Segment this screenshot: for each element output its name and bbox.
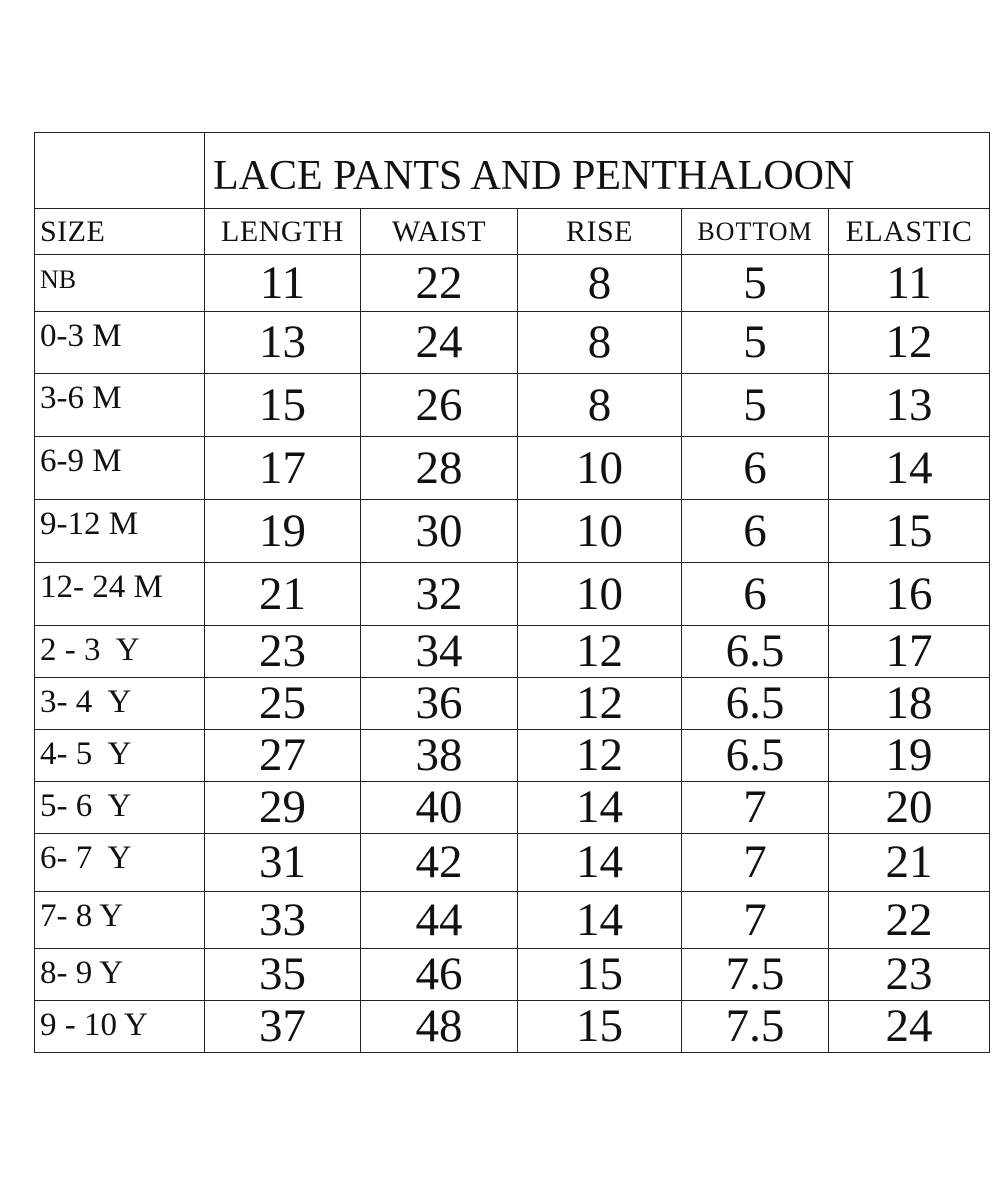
size-cell: 6-9 M — [35, 437, 205, 500]
size-cell: 3-6 M — [35, 374, 205, 437]
header-size: SIZE — [35, 209, 205, 255]
elastic-value: 20 — [829, 782, 990, 834]
waist-value: 42 — [361, 834, 518, 892]
rise-value: 10 — [518, 437, 682, 500]
header-elastic: ELASTIC — [829, 209, 990, 255]
elastic-value: 13 — [829, 374, 990, 437]
table-row — [35, 312, 990, 374]
rise-value: 14 — [518, 892, 682, 949]
table-row — [35, 437, 990, 500]
bottom-value: 6 — [682, 563, 829, 626]
header-waist: WAIST — [361, 209, 518, 255]
bottom-value: 6.5 — [682, 626, 829, 678]
length-value: 13 — [205, 312, 361, 374]
elastic-value: 12 — [829, 312, 990, 374]
rise-value: 14 — [518, 834, 682, 892]
bottom-value: 5 — [682, 312, 829, 374]
elastic-value: 17 — [829, 626, 990, 678]
waist-value: 28 — [361, 437, 518, 500]
table-row — [35, 1001, 990, 1053]
rise-value: 12 — [518, 626, 682, 678]
table-row — [35, 678, 990, 730]
table-title: LACE PANTS AND PENTHALOON — [205, 133, 990, 209]
length-value: 31 — [205, 834, 361, 892]
rise-value: 10 — [518, 563, 682, 626]
elastic-value: 16 — [829, 563, 990, 626]
table-row — [35, 255, 990, 312]
waist-value: 48 — [361, 1001, 518, 1053]
waist-value: 26 — [361, 374, 518, 437]
size-cell: 7- 8 Y — [35, 892, 205, 949]
rise-value: 15 — [518, 1001, 682, 1053]
bottom-value: 6.5 — [682, 678, 829, 730]
length-value: 11 — [205, 255, 361, 312]
table-row — [35, 626, 990, 678]
bottom-value: 6.5 — [682, 730, 829, 782]
length-value: 35 — [205, 949, 361, 1001]
table-row — [35, 730, 990, 782]
length-value: 15 — [205, 374, 361, 437]
elastic-value: 18 — [829, 678, 990, 730]
header-bottom: BOTTOM — [682, 209, 829, 255]
size-cell: 9 - 10 Y — [35, 1001, 205, 1053]
size-cell: 0-3 M — [35, 312, 205, 374]
title-corner-cell — [35, 133, 205, 209]
size-cell: NB — [35, 255, 205, 312]
length-value: 25 — [205, 678, 361, 730]
length-value: 29 — [205, 782, 361, 834]
size-cell: 9-12 M — [35, 500, 205, 563]
elastic-value: 21 — [829, 834, 990, 892]
bottom-value: 7.5 — [682, 949, 829, 1001]
length-value: 33 — [205, 892, 361, 949]
waist-value: 44 — [361, 892, 518, 949]
bottom-value: 5 — [682, 374, 829, 437]
elastic-value: 19 — [829, 730, 990, 782]
length-value: 19 — [205, 500, 361, 563]
size-cell: 6- 7 Y — [35, 834, 205, 892]
elastic-value: 14 — [829, 437, 990, 500]
size-cell: 4- 5 Y — [35, 730, 205, 782]
bottom-value: 7.5 — [682, 1001, 829, 1053]
rise-value: 8 — [518, 255, 682, 312]
bottom-value: 7 — [682, 892, 829, 949]
rise-value: 15 — [518, 949, 682, 1001]
size-cell: 3- 4 Y — [35, 678, 205, 730]
size-cell: 2 - 3 Y — [35, 626, 205, 678]
waist-value: 38 — [361, 730, 518, 782]
waist-value: 36 — [361, 678, 518, 730]
title-row — [35, 133, 990, 209]
rise-value: 8 — [518, 374, 682, 437]
rise-value: 10 — [518, 500, 682, 563]
size-cell: 5- 6 Y — [35, 782, 205, 834]
waist-value: 32 — [361, 563, 518, 626]
length-value: 21 — [205, 563, 361, 626]
table-row — [35, 892, 990, 949]
table-row — [35, 500, 990, 563]
size-cell: 8- 9 Y — [35, 949, 205, 1001]
header-row — [35, 209, 990, 255]
rise-value: 14 — [518, 782, 682, 834]
waist-value: 34 — [361, 626, 518, 678]
waist-value: 40 — [361, 782, 518, 834]
rise-value: 12 — [518, 730, 682, 782]
length-value: 17 — [205, 437, 361, 500]
rise-value: 8 — [518, 312, 682, 374]
elastic-value: 22 — [829, 892, 990, 949]
waist-value: 30 — [361, 500, 518, 563]
table-row — [35, 374, 990, 437]
elastic-value: 24 — [829, 1001, 990, 1053]
length-value: 27 — [205, 730, 361, 782]
bottom-value: 7 — [682, 782, 829, 834]
elastic-value: 15 — [829, 500, 990, 563]
table-row — [35, 563, 990, 626]
elastic-value: 11 — [829, 255, 990, 312]
waist-value: 46 — [361, 949, 518, 1001]
table-row — [35, 949, 990, 1001]
waist-value: 24 — [361, 312, 518, 374]
elastic-value: 23 — [829, 949, 990, 1001]
bottom-value: 5 — [682, 255, 829, 312]
waist-value: 22 — [361, 255, 518, 312]
header-length: LENGTH — [205, 209, 361, 255]
header-rise: RISE — [518, 209, 682, 255]
bottom-value: 7 — [682, 834, 829, 892]
bottom-value: 6 — [682, 437, 829, 500]
table-row — [35, 782, 990, 834]
length-value: 37 — [205, 1001, 361, 1053]
table-row — [35, 834, 990, 892]
bottom-value: 6 — [682, 500, 829, 563]
length-value: 23 — [205, 626, 361, 678]
size-cell: 12- 24 M — [35, 563, 205, 626]
rise-value: 12 — [518, 678, 682, 730]
size-chart-table — [34, 132, 990, 1053]
